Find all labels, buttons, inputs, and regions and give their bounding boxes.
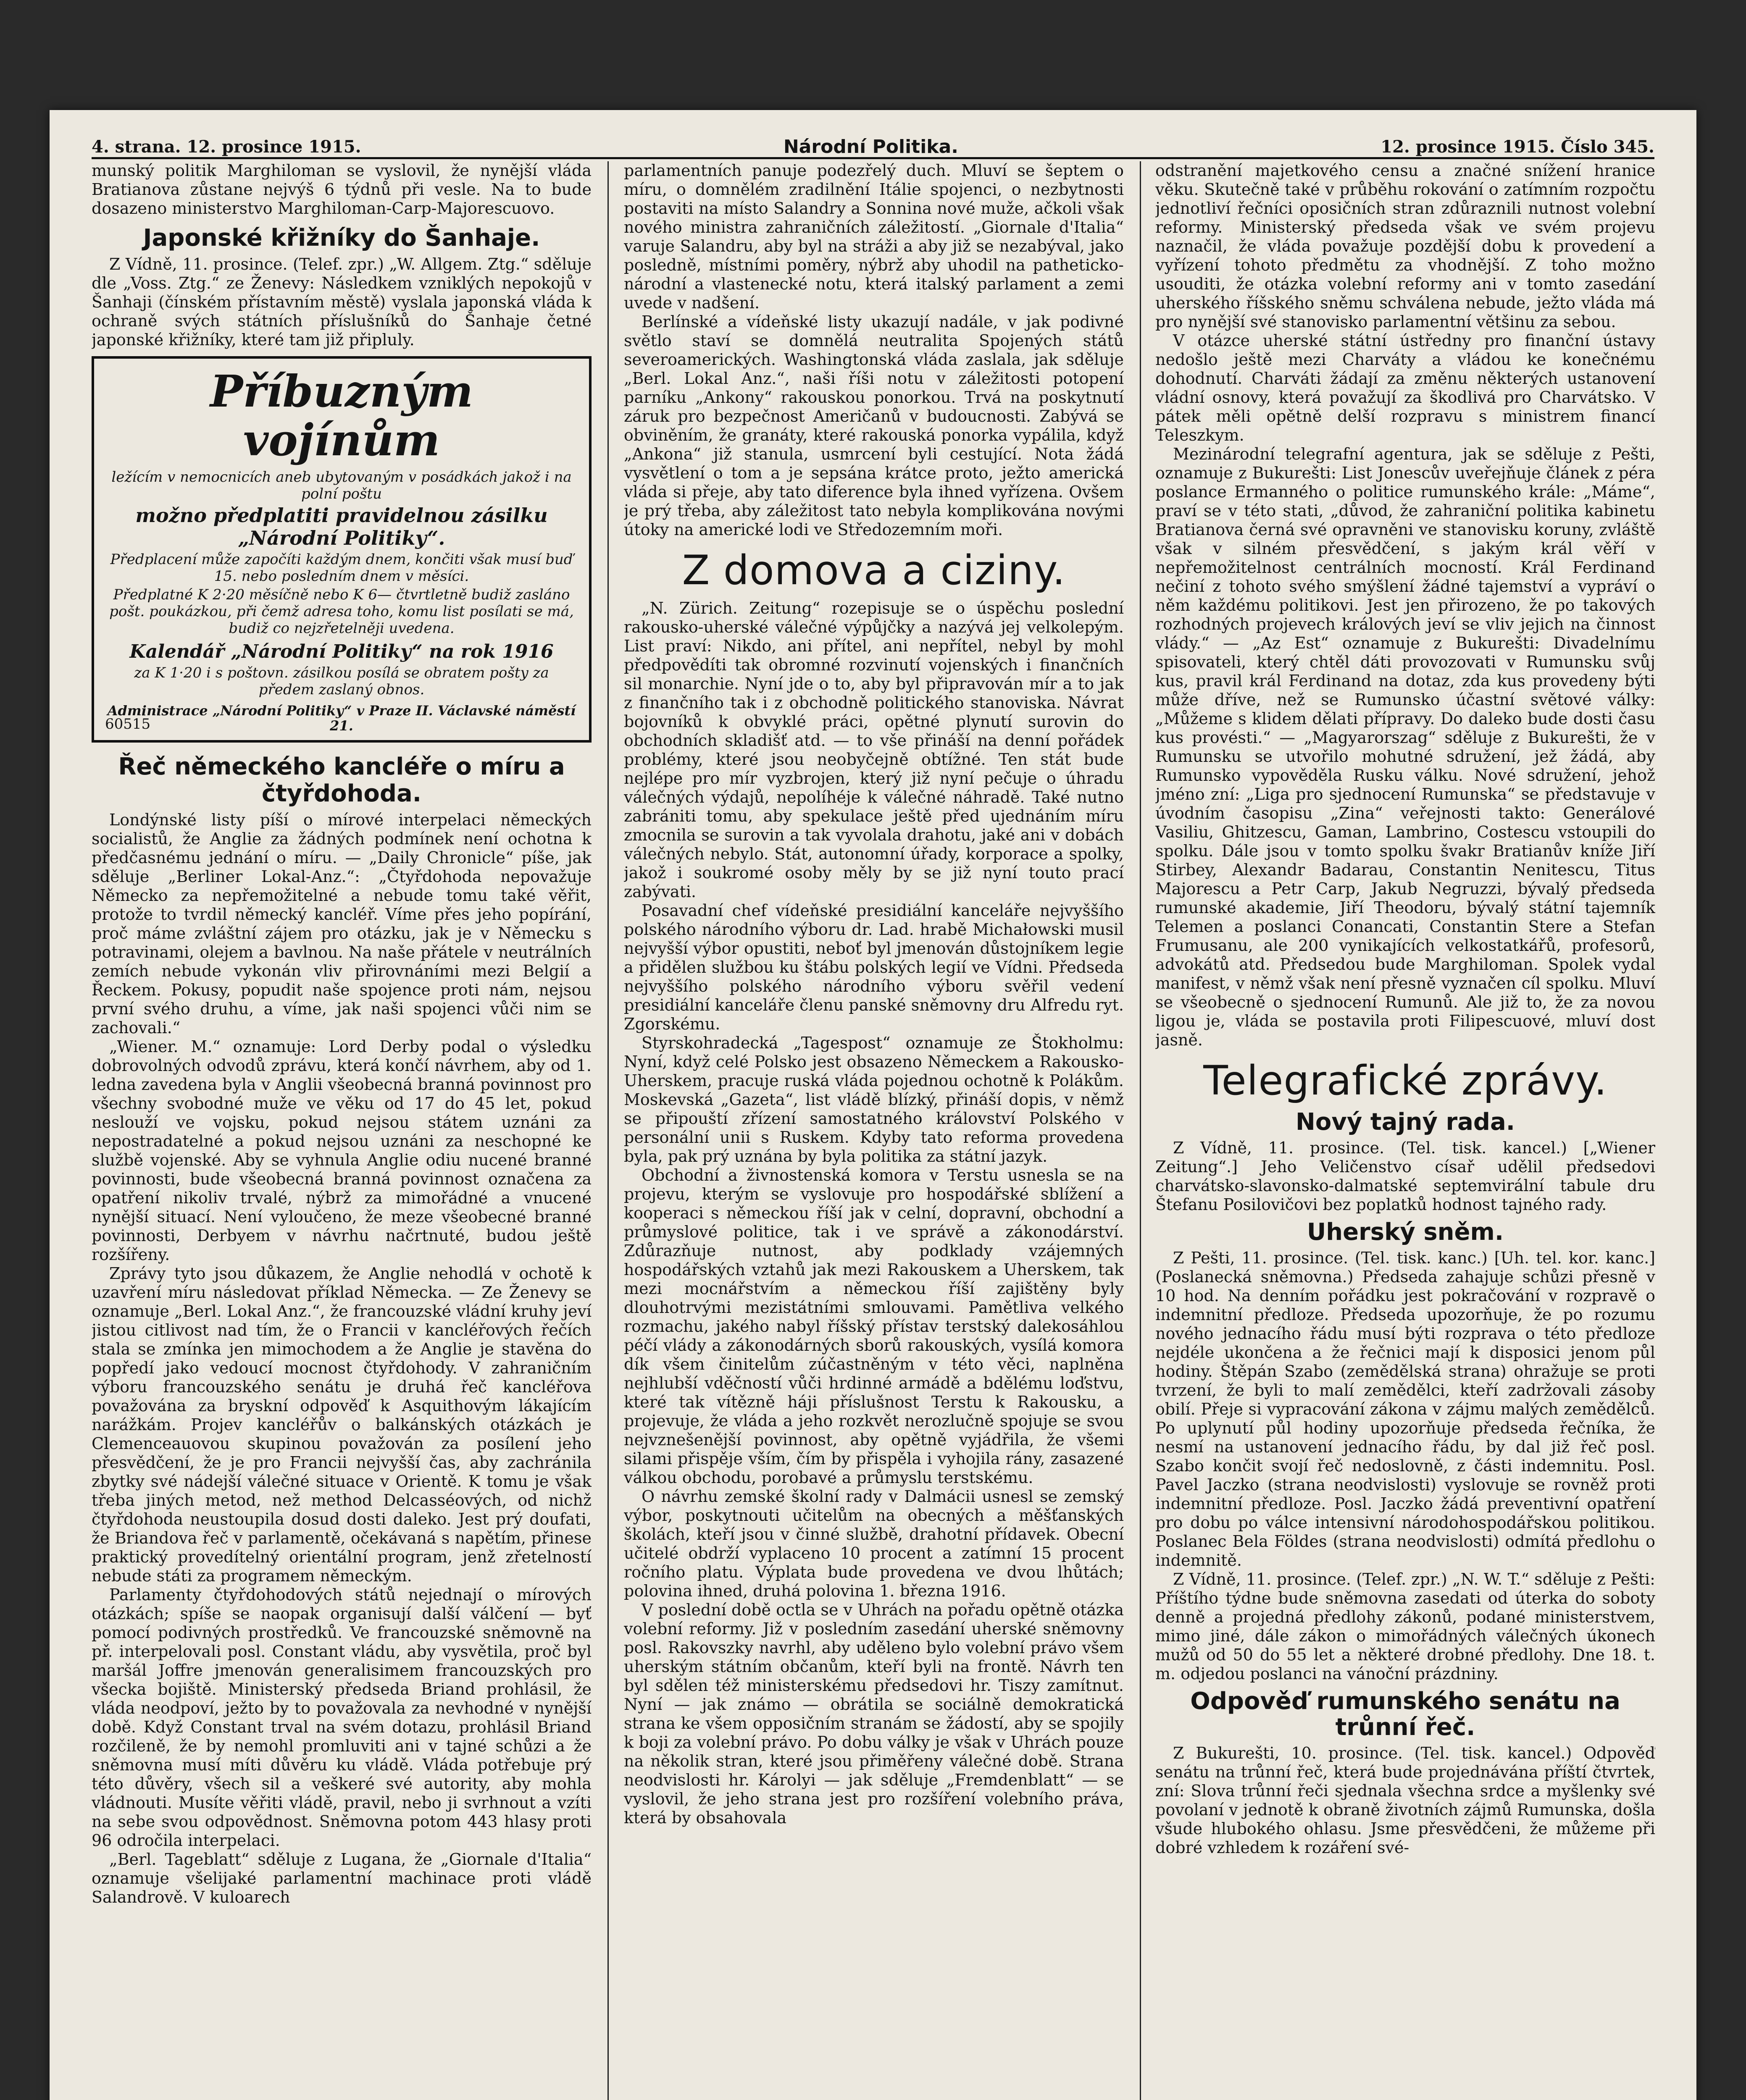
article-paragraph: Z Vídně, 11. prosince. (Telef. zpr.) „N. W. T.“ sděluje z Pešti: Příštího týdne bude sněmovna zasedati od úterka do soboty denně a projedná předlohy zákonů, podané ministerstvem, mimo jiné, dále zákon o mimořádných válečných úkonech mužů od 50 do 55 let a některé drobné předlohy. Dne 18. t. m. odjedou poslanci na vánoční prázdniny. [1155,1570,1655,1683]
masthead [92,127,1654,159]
article-paragraph: O návrhu zemské školní rady v Dalmácii usnesl se zemský výbor, poskytnouti učitelům na obecných a měšťanských školách, kteří jsou v činné službě, drahotní přídavek. Obecní učitelé obdrží vyplaceno 10 procent a zatímní 15 procent ročního platu. Výplata bude provedena ve dvou lhůtách; polovina ihned, druhá polovina 1. března 1916. [624,1487,1124,1600]
article-paragraph: Z Bukurešti, 10. prosince. (Tel. tisk. kancel.) Odpověď senátu na trůnní řeč, která bude projednávána příští čtvrtek, zní: Slova trůnní řeči sjednala všechna srdce a myšlenky své povolaní v jednotě k obraně životních zájmů Rumunska, došla všude hlubokého ohlasu. Jsme přesvědčeni, že můžeme při dobré vzhledem k rozáření své- [1155,1744,1655,1857]
advert-calendar: Kalendář „Národní Politiky“ na rok 1916 [129,641,554,662]
article-paragraph: Parlamenty čtyřdohodových států nejednají o mírových otázkách; spíše se naopak organisují další válčení — byť pomocí podivných prostředků. Ve francouzské sněmovně na př. interpelovali posl. Constant vládu, aby vysvětila, proč byl maršál Joffre jmenován generalisimem francouzských pro všecka bojiště. Ministerský předseda Briand prohlásil, že vláda neodpoví, ježto by to považovala za nevhodné v nynější době. Když Constant trval na svém dotazu, prohlásil Briand rozčileně, že by nemohl promluviti ani v tajné schůzi a že sněmovna musí míti důvěru ku vládě. Vláda potřebuje prý této důvěry, všech sil a veškeré své autority, aby mohla vládnouti. Musíte věřiti vládě, pravil, nebo ji svrhnout a vzíti na sebe svou odpovědnost. Sněmovna potom 443 hlasy proti 96 odročila interpelaci. [92,1586,592,1850]
article-paragraph: „Wiener. M.“ oznamuje: Lord Derby podal o výsledku dobrovolných odvodů zprávu, která končí návrhem, aby od 1. ledna zavedena byla v Anglii všeobecná branná povinnost pro všechny svobodné muže ve věku od 17 do 45 let, pokud neslouží ve vojsku, pokud nejsou státem uznáni za nepostradatelné a pokud nejsou uznáni za neschopné ke službě vojenské. Aby se vyhnula Anglie odiu nucené branné povinnosti, bude všeobecná branná povinnost označena za opatření nikoliv trvalé, nýbrž za mimořádné a vnucené nynější situací. Není vyloučeno, že meze všeobecné branné povinnosti, Derbyem v návrhu načrtnuté, budou ještě rozšířeny. [92,1037,592,1264]
column-1 [92,161,592,2100]
column-divider [607,161,609,2100]
article-paragraph: Mezinárodní telegrafní agentura, jak se sděluje z Pešti, oznamuje z Bukurešti: List Jonescův uveřejňuje článek z péra poslance Ermanného o politice rumunského krále: „Máme“, praví se v této stati, „důvod, že zahraniční politika kabinetu Bratianova černá své opravněni ve stanovisku koruny, zvláště však v silném přesvědčení, s jakým král věří v nepřemožitelnost centrálních mocností. Král Ferdinand nečiní z tohoto svého smýšlení žádné tajemství a vypráví o něm každému politikovi. Jest jen přirozeno, že po takových rozhodných projevech králových jeví se vliv jejich na činnost vlády.“ — „Az Est“ oznamuje z Bukurešti: Divadelnímu spisovateli, který chtěl dáti provozovati v Rumunsku svůj kus, pravil král Ferdinand na dotaz, zda kus provedeny býti může dříve, než se Rumunsko účastní světové války: „Můžeme s klidem dělati přípravy. Do daleko bude dosti času kus provésti.“ — „Magyarorszag“ sděluje z Bukurešti, že v Rumunsku se utvořilo mohutné sdružení, jež žádá, aby Rumunsko vypověděla Rusku válku. Nové sdružení, jehož jméno zní: „Liga pro sjednocení Rumunska“ se představuje v úvodním časopisu „Zina“ veřejnosti takto: Generálové Vasiliu, Ghitzescu, Gaman, Lambrino, Costescu vstoupili do spolku. Dále jsou v tomto spolku švakr Bratianův kníže Jiří Stirbey, Alexandr Badarau, Constantin Nenitescu, Titus Majorescu a Petr Carp, Jakub Negruzzi, bývalý předseda rumunské akademie, Jiří Theodoru, bývalý státní tajemník Telemen a poslanci Conancati, Constantin Stere a Stefan Frumusanu, ale 200 vynikajících velkostatkářů, profesorů, advokátů atd. Předsedou bude Marghiloman. Spolek vydal manifest, v němž však není přesně vyznačen cíl spolku. Mluví se všeobecně o sjednocení Rumunů. Ale již to, že za novou ligou je, vláda se postavila proti Filipescuové, mluví dost jasně. [1155,445,1655,1049]
newspaper-page [50,110,1696,2100]
headline-japan: Japonské křižníky do Šanhaje. [143,224,540,252]
subscription-advert [92,356,592,743]
advert-text: za K 1·20 i s poštovn. zásilkou posílá se obratem pošty za předem zaslaný obnos. [134,664,549,698]
column-3 [1155,161,1655,2100]
article-paragraph: Londýnské listy píší o mírové interpelaci německých socialistů, že Anglie za žádných podmínek není ochotna k předčasnému jednání o míru. — „Daily Chronicle“ píše, jak sděluje „Berliner Lokal-Anz.“: „Čtyřdohoda nepovažuje Německo za nepřemožitelné a nebude tomu také věřit, protože to tvrdil německý kancléř. Víme přes jeho popírání, proč máme zvláštní zájem pro otázku, jak je v Německu s potravinami, olejem a bavlnou. Na naše přátele v neutrálních zemích nebude vykonán vliv přirovnáními mezi Belgií a Řeckem. Pokusy, popudit naše spojence proti nám, nejsou první svého druhu, a víme, jak naši spojenci vůči nim se zachovali.“ [92,811,592,1037]
article-paragraph: V poslední době octla se v Uhrách na pořadu opětně otázka volební reformy. Již v posledním zasedání uherské sněmovny posl. Rakovszky navrhl, aby uděleno bylo volební právo všem uherským státním občanům, kteří byli na frontě. Návrh ten byl sdělen též ministerskému předsedovi hr. Tiszy zamítnut. Nyní — jak známo — obrátila se sociálně demokratická strana ke všem opposičním stranám se žádostí, aby se spojily k boji za volební právo. Po dobu války je však v Uhrách pouze na několik stran, které jsou přiměřeny válečné době. Strana neodvislosti hr. Károlyi — jak sděluje „Fremdenblatt“ — se vyslovil, že jeho strana jest pro rozšíření volebního práva, která by obsahovala [624,1601,1124,1827]
masthead-left: 4. strana. 12. prosince 1915. [92,137,361,157]
headline-romanian-senate: Odpověď rumunského senátu na trůnní řeč. [1190,1688,1620,1741]
masthead-right: 12. prosince 1915. Číslo 345. [1380,137,1654,157]
headline-hungarian-diet: Uherský sněm. [1307,1218,1504,1246]
article-paragraph: Z Vídně, 11. prosince. (Telef. zpr.) „W. Allgem. Ztg.“ sděluje dle „Voss. Ztg.“ ze Ženevy: Následkem vzniklých nepokojů v Šanhaji (čínském přístavním městě) vyslala japonská vláda k ochraně svých státních příslušníků do Šanhaje četné japonské křižníky, které tam již připluly. [92,255,592,349]
article-paragraph: Z Vídně, 11. prosince. (Tel. tisk. kancel.) [„Wiener Zeitung“.] Jeho Veličenstvo císař udělil předsedovi charvátsko-slavonsko-dalmatské septemvirální tabule dru Štefanu Posilovičovi bez poplatků hodnost tajného rady. [1155,1139,1655,1214]
advert-code: 60515 [105,716,151,732]
article-paragraph: „Berl. Tageblatt“ sděluje z Lugana, že „Giornale d'Italia“ oznamuje všelijaké parlamentní machinace proti vládě Salandrově. V kuloarech [92,1850,592,1906]
advert-text: možno předplatiti pravidelnou zásilku „Národní Politiky“. [135,504,548,549]
headline-chancellor-speech: Řeč německého kancléře o míru a čtyřdohoda. [118,753,565,807]
article-paragraph: „N. Zürich. Zeitung“ rozepisuje se o úspěchu poslední rakousko-uherské válečné výpůjčky a nazývá jej velkolepým. List praví: Nikdo, ani přítel, ani nepřítel, nebyl by mohl předpovědíti tak obromné rozvinutí vojenských i finančních sil monarchie. Nyní jde o to, aby byl připravován mír a to jak z finančního tak i z obchodně politického stanoviska. Návrat bojovníků k obvyklé práci, opětné plynutí surovin do obchodních skladišť atd. — to vše přináší na denní pořádek problémy, které jsou neobyčejně obtížné. Ten stát bude nejlépe pro mír vyzbrojen, který již nyní pečuje o úhradu válečných výdajů, nepolíhéje k válečné náhradě. Také nutno zabrániti tomu, aby spekulace ještě před ujednáním míru zmocnila se surovin a tak vyvolala drahotu, jaké ani v dobách válečných nebylo. Stát, autonomní úřady, korporace a spolky, jakož i soukromé osoby měly by se již nyní touto prací zabývati. [624,599,1124,901]
section-heading-telegraph: Telegrafické zprávy. [1203,1057,1607,1104]
headline-privy-council: Nový tajný rada. [1295,1108,1515,1136]
advert-text: Předplacení může započíti každým dnem, končiti však musí buď 15. nebo posledním dnem v měsíci. [110,551,573,585]
article-paragraph: Berlínské a vídeňské listy ukazují nadále, v jak podivné světlo staví se domnělá neutralita Spojených států severoamerických. Washingtonská vláda zaslala, jak sděluje „Berl. Lokal Anz.“, naši říši notu v záležitosti potopení parníku „Ankony“ rakouskou ponorkou. Trvá na poskytnutí záruk pro bezpečnost Američanů v budoucnosti. Zabývá se obviněním, že granáty, které rakouská ponorka vypálila, když „Ankona“ již stanula, usmrcení byli cestující. Nota žádá vysvětlení o tom a je sepsána krátce proto, ježto americká vláda si přeje, aby tato diference byla ihned vyřízena. Ovšem je prý třeba, aby záležitost tato nebyla komplikována novými útoky na americké lodi ve Středozemním moři. [624,312,1124,539]
article-paragraph: V otázce uherské státní ústředny pro finanční ústavy nedošlo ještě mezi Charváty a vládou ke konečnému dohodnutí. Charváti žádají za změnu některých ustanovení vládní osnovy, která považují za škodlivá pro Charvátsko. V pátek měli opětně delší rozpravu s ministrem financí Teleszkym. [1155,331,1655,444]
article-paragraph: Z Pešti, 11. prosince. (Tel. tisk. kanc.) [Uh. tel. kor. kanc.] (Poslanecká sněmovna.) Předseda zahajuje schůzi přesně v 10 hod. Na denním pořádku jest pokračování v rozpravě o indemnitní předloze. Předseda upozorňuje, že po rozumu nového jednacího řádu musí býti rozprava o této předloze nejdéle ukončena a že řečnici mají k disposici jenom půl hodiny. Štěpán Szabo (zemědělská strana) ohražuje se proti tvrzení, že byli to malí zemědělci, kteří zadržovali zásoby obilí. Přeje si vypracování zákona v zájmu malých zemědělců. Po uplynutí půl hodiny upozorňuje předseda řečníka, že nesmí na ustanovení jednacího řádu, by dal již řeč posl. Szabo končit svojí řeč nedoslovně, z části indemnitu. Posl. Pavel Jaczko (strana neodvislosti) vyslovuje se rovněž proti indemnitní předloze. Posl. Jaczko žádá preventivní opatření pro dobu po válce intensivní národohospodářskou politikou. Poslanec Bela Földes (strana neodvislosti) odmítá předlohu o indemnitě. [1155,1249,1655,1570]
column-2 [624,161,1124,2100]
masthead-title: Národní Politika. [783,136,958,158]
advert-text: ležícím v nemocnicích aneb ubytovaným v posádkách jakož i na polní poštu [111,469,572,502]
article-paragraph: Obchodní a živnostenská komora v Terstu usnesla se na projevu, kterým se vyslovuje pro hospodářské sblížení a kooperaci s německou říší jak v celní, dopravní, obchodní a průmyslové politice, tak i ve správě a zákonodárství. Zdůrazňuje nutnost, aby podklady vzájemných hospodářských vztahů jak mezi Rakouskem a Uherskem, tak mezi mocnářstvím a německou říší zajištěny byly dlouhotrvými mezistátními smlouvami. Pamětliva velkého rozmachu, jakého nabyl říšský přístav terstský dalekosáhlou péčí vlády a zákonodárných sborů rakouských, vysílá komora dík všem činitelům zúčastněným v této věci, naplněna nejhlubší vděčností vůči hrdinné armádě a bdělému loďstvu, které tak vítězně háji příslušnost Terstu k Rakousku, a projevuje, že vláda a jeho rozkvět nerozlučně spojuje se svou nejvznešenější povinnost, aby opětně vyjádřila, že všemi silami přispěje vším, čím by přispěla i vyhojila rány, zasazené válkou obchodu, porobavé a průmyslu terstskému. [624,1166,1124,1487]
column-divider [1140,161,1141,2100]
advert-text: Předplatné K 2·20 měsíčně nebo K 6— čtvrtletně budiž zasláno pošt. poukázkou, při čemž adresa toho, komu list posílati se má, budiž co nejzřetelněji uvedena. [109,586,574,637]
article-paragraph: parlamentních panuje podezřelý duch. Mluví se šeptem o míru, o domnělém zradilnění Itálie spojenci, o nezbytnosti postaviti na místo Salandry a Sonnina nové muže, ačkoli však nového ministra zahraničních záležitostí. „Giornale d'Italia“ varuje Salandru, aby byl na stráži a aby již se nezabýval, jako posledně, místními poměry, nýbrž aby uhodil na patheticko-národní a vlastenecké notu, která italský parlament a zemi uvede v nadšení. [624,161,1124,312]
article-paragraph: odstranění majetkového censu a značné snížení hranice věku. Skutečně také v průběhu rokování o zatímním rozpočtu jednotliví řečníci oposičních stran zdůraznili nutnost volební reformy. Ministerský předseda však ve svém projevu naznačil, že vláda považuje pozdější dobu k provedení a vyřízení tohoto předmětu za vhodnější. Z toho možno usouditi, že otázka volební reformy ani v tomto zasedání uherského říšského sněmu schválena nebude, ježto vláda má pro nynější své stanovisko parlamentní většinu za sebou. [1155,161,1655,331]
article-paragraph: munský politik Marghiloman se vyslovil, že nynější vláda Bratianova zůstane nejvýš 6 týdnů při vesle. Na to bude dosazeno ministerstvo Marghiloman-Carp-Majorescuovo. [92,161,592,218]
article-paragraph: Zprávy tyto jsou důkazem, že Anglie nehodlá v ochotě k uzavření míru následovat příklad Německa. — Ze Ženevy se oznamuje „Berl. Lokal Anz.“, že francouzské vládní kruhy jeví jistou citlivost nad tím, že o Francii v kancléřových řečích stala se zmínka jen mimochodem a že Anglie je stavěna do popředí jako vedoucí mocnost čtyřdohody. V zahraničním výboru francouzského senátu je druhá řeč kancléřova považována za bryskní odpověď k Asquithovým lákajícím narážkám. Projev kancléřův o balkánských otázkách je Clemenceauovou skupinou považován za posílení jeho přesvědčení, že je pro Francii nejvyšší čas, aby zachránila zbytky své nádejší válečné situace v Orientě. K tomu je však třeba jiných metod, než method Delcasséových, od nichž čtyřdohoda neustoupila dosud dosti daleko. Jest prý doufati, že Briandova řeč v parlamentě, očekávaná s napětím, přinese praktický provedítelný orientální program, jenž zřetelností nebude státi za programem německým. [92,1264,592,1585]
article-paragraph: Styrskohradecká „Tagespost“ oznamuje ze Štokholmu: Nyní, když celé Polsko jest obsazeno Německem a Rakousko-Uherskem, pracuje ruská vláda pojednou ochotně k Polákům. Moskevská „Gazeta“, list vládě blízký, přináší dopis, v němž se připouští zřízení samostatného království Polského v personální unii s Ruskem. Kdyby tato reforma provedena byla, pak prý uznána by byla politika za státní jazyk. [624,1034,1124,1166]
section-heading-domestic-foreign: Z domova a ciziny. [682,547,1066,594]
article-paragraph: Posavadní chef vídeňské presidiální kanceláře nejvyššího polského národního výboru dr. Lad. hrabě Michałowski musil nejvyšší výbor opustiti, neboť byl jmenován důstojníkem legie a přidělen službou ku štábu polských legií ve Vídni. Předseda nejvyššího polského národního výboru svěřil vedení presidiální kanceláře členu panské sněmovny dru Alfredu ryt. Zgorskému. [624,901,1124,1033]
advert-administration: Administrace „Národní Politiky“ v Praze II. Václavské náměstí 21. [107,703,576,734]
advert-title: Příbuzným vojínům [210,365,473,466]
